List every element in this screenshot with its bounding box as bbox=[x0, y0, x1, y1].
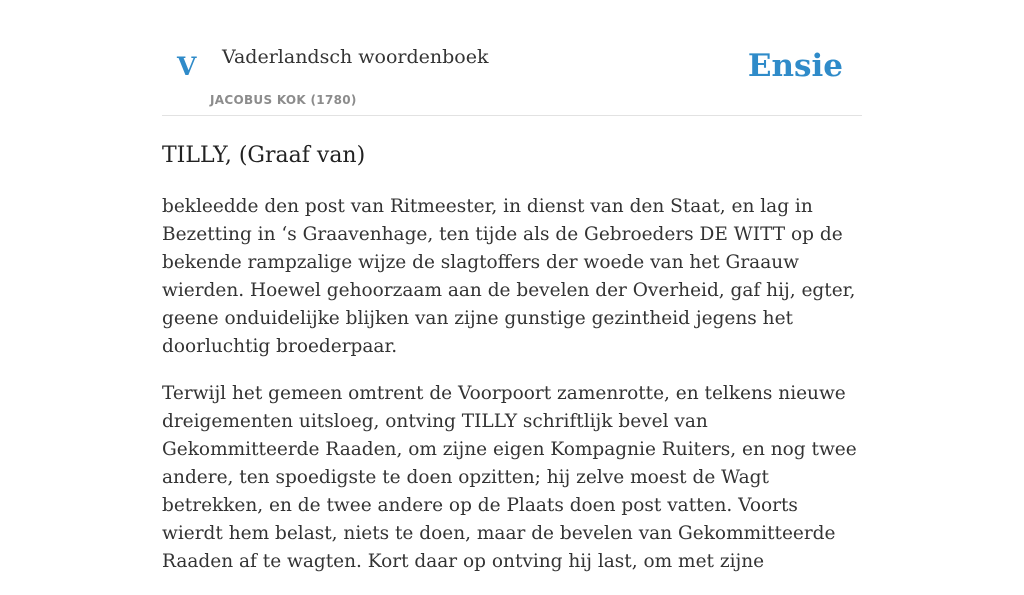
entry-paragraph: Terwijl het gemeen omtrent de Voorpoort zamenrotte, en telkens nieuwe dreigementen uitsloeg, ontving TILLY schriftlijk bevel van Gekommitteerde Raaden, om zijne eigen Kompagnie Ruiters, en nog twee andere, ten spoedigste te doen opzitten; hij zelve moest de Wagt betrekken, en de twee andere op de Plaats doen post vatten. Voorts wierdt hem belast, niets te doen, maar de bevelen van Gekommitteerde Raaden af te wagten. Kort daar op ontving hij last, om met zijne bbox=[162, 383, 857, 573]
entry-title: TILLY, (Graaf van) bbox=[162, 143, 366, 168]
entry-body bbox=[162, 193, 862, 576]
entry-paragraph: bekleedde den post van Ritmeester, in dienst van den Staat, en lag in Bezetting in ‘s Graavenhage, ten tijde als de Gebroeders DE WITT op de bekende rampzalige wijze de slagtoffers der woede van het Graauw wierden. Hoewel gehoorzaam aan de bevelen der Overheid, gaf hij, egter, geene onduidelijke blijken van zijne gunstige gezintheid jegens het doorluchtig broederpaar. bbox=[162, 196, 856, 358]
book-letter-icon[interactable]: V bbox=[177, 52, 197, 81]
ensie-logo-link[interactable]: Ensie bbox=[747, 48, 843, 84]
book-header bbox=[162, 0, 862, 116]
book-author: JACOBUS KOK (1780) bbox=[210, 93, 357, 107]
book-title-link[interactable]: Vaderlandsch woordenboek bbox=[222, 46, 489, 68]
content-container bbox=[162, 0, 862, 595]
